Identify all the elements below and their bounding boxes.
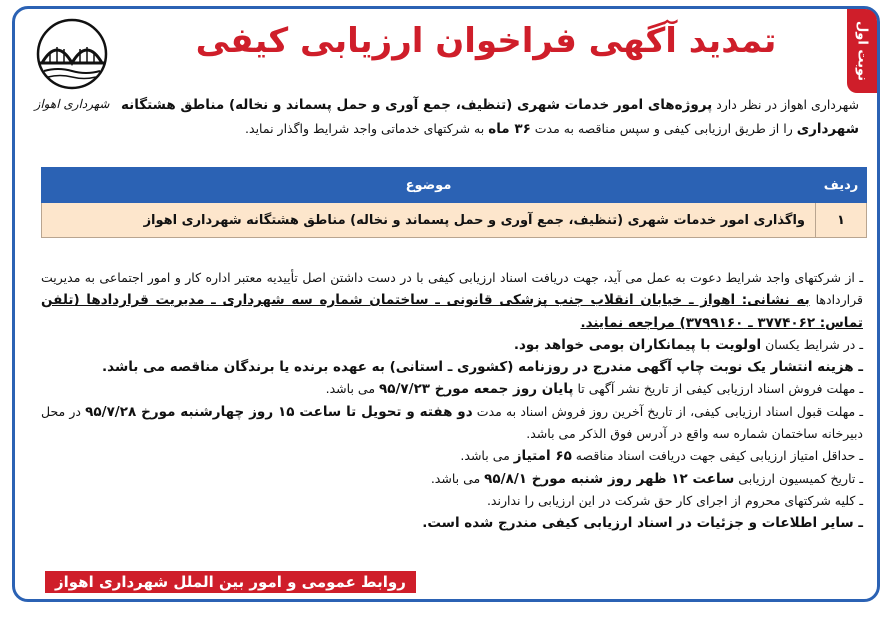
condition-highlight: اولویت با پیمانکاران بومی خواهد بود. bbox=[513, 336, 762, 353]
intro-text-1: شهرداری اهواز در نظر دارد bbox=[712, 97, 859, 112]
condition-item bbox=[41, 445, 863, 467]
table-row bbox=[42, 203, 867, 238]
intro-paragraph bbox=[111, 93, 859, 141]
col-radif-header: ردیف bbox=[816, 168, 867, 203]
row-subject: واگذاری امور خدمات شهری (تنظیف، جمع آوری و حمل پسماند و نخاله) مناطق هشتگانه شهرداری اهواز bbox=[42, 203, 816, 238]
table-header-row bbox=[42, 168, 867, 203]
condition-highlight: ساعت ۱۲ ظهر روز شنبه مورخ ۹۵/۸/۱ bbox=[484, 470, 735, 487]
condition-text: در محل دبیرخانه ساختمان شماره سه واقع در آدرس فوق الذکر می باشد. bbox=[41, 403, 863, 442]
bridge-logo-icon bbox=[30, 17, 114, 91]
condition-highlight: پایان روز جمعه مورخ ۹۵/۷/۲۳ bbox=[378, 381, 574, 398]
condition-text: ـ حداقل امتیاز ارزیابی کیفی جهت دریافت اسناد مناقصه bbox=[571, 448, 863, 464]
condition-text: ـ از شرکتهای واجد شرایط دعوت به عمل می آید، جهت دریافت اسناد ارزیابی کیفی با در دست داشتن اصل تأییدیه معتبر اداره کار و امور اجتماعی به مدیریت قراردادها bbox=[41, 270, 863, 308]
intro-text-3: به شرکتهای خدماتی واجد شرایط واگذار نماید. bbox=[245, 121, 489, 136]
condition-item bbox=[41, 356, 863, 378]
condition-text: ـ در شرایط یکسان bbox=[761, 336, 863, 352]
row-radif: ۱ bbox=[816, 203, 867, 238]
ahvaz-municipality-logo bbox=[27, 17, 117, 127]
condition-text: ـ تاریخ کمیسیون ارزیابی bbox=[734, 470, 863, 486]
condition-item bbox=[41, 267, 863, 334]
tender-table bbox=[41, 167, 867, 238]
condition-text: می باشد. bbox=[325, 381, 379, 397]
condition-highlight: ۶۵ امتیاز bbox=[513, 448, 572, 465]
intro-duration: ۳۶ ماه bbox=[488, 121, 531, 137]
edition-badge: نوبت اول bbox=[847, 9, 877, 93]
public-relations-signature: روابط عمومی و امور بین الملل شهرداری اهواز bbox=[45, 571, 416, 593]
advertisement-frame bbox=[12, 6, 880, 602]
intro-text-2: را از طریق ارزیابی کیفی و سپس مناقصه به مدت bbox=[530, 121, 797, 136]
page-title: تمدید آگهی فراخوان ارزیابی کیفی bbox=[195, 21, 777, 61]
condition-item bbox=[41, 401, 863, 446]
contact-address: به نشانی: اهواز ـ خیابان انقلاب جنب پزشکی قانونی ـ ساختمان شماره سه شهرداری ـ مدیریت قراردادها (تلفن تماس: ۳۷۷۴۰۶۲ ـ ۳۷۹۹۱۶۰) مراجعه نمایند. bbox=[41, 292, 863, 331]
condition-text: می باشد. bbox=[460, 448, 514, 464]
condition-text: ـ مهلت قبول اسناد ارزیابی کیفی، از تاریخ آخرین روز فروش اسناد به مدت bbox=[472, 403, 864, 419]
condition-item bbox=[41, 468, 863, 490]
logo-caption: شهرداری اهواز bbox=[34, 97, 110, 111]
intro-projects: پروژه‌های امور خدمات شهری (تنظیف، جمع آوری و حمل پسماند و نخاله) مناطق هشتگانه شهرداری bbox=[120, 97, 859, 137]
condition-text: می باشد. bbox=[430, 470, 485, 486]
condition-text: ـ مهلت فروش اسناد ارزیابی کیفی از تاریخ نشر آگهی تا bbox=[573, 381, 863, 397]
condition-item bbox=[41, 512, 863, 534]
condition-item bbox=[41, 490, 863, 512]
condition-text: ـ کلیه شرکتهای محروم از اجرای کار حق شرکت در این ارزیابی را ندارند. bbox=[486, 492, 863, 508]
conditions-list bbox=[41, 267, 863, 535]
condition-item bbox=[41, 378, 863, 400]
condition-item bbox=[41, 334, 863, 356]
condition-highlight: دو هفته و تحویل تا ساعت ۱۵ روز چهارشنبه مورخ ۹۵/۷/۲۸ bbox=[85, 403, 473, 420]
condition-highlight: ـ هزینه انتشار یک نوبت چاپ آگهی مندرج در روزنامه (کشوری ـ استانی) به عهده برنده یا برندگان مناقصه می باشد. bbox=[102, 359, 863, 376]
condition-highlight: ـ سایر اطلاعات و جزئیات در اسناد ارزیابی کیفی مندرج شده است. bbox=[422, 515, 863, 532]
col-subject-header: موضوع bbox=[42, 168, 816, 203]
